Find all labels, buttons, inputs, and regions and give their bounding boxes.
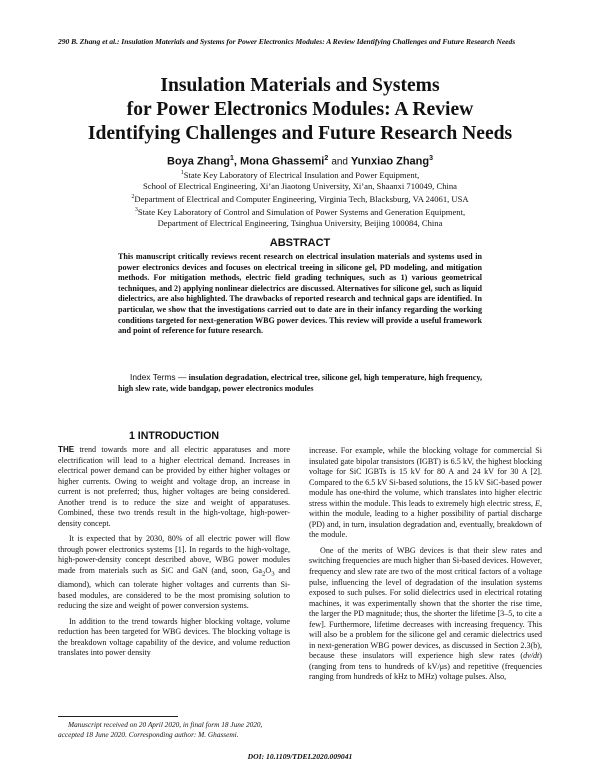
paragraph-text: increase. For example, while the blocking voltage for commercial Si insulated gate bipolar transistors (IGBT) is 6.5 kV, the highest blocking voltage for SiC IGBTs is 15 kV for 80 A and 24 kV for 30 A [2]. Compared to the 6.5 kV Si-based solutions, the 15 kV SiC-based power module has one-third the volume, which translates into higher electric stress within the module. This leads to extremely high electric stress, — [309, 446, 542, 508]
subscript: 2 — [261, 570, 266, 578]
affil-marker: 3 — [134, 207, 138, 214]
affiliations — [40, 168, 560, 230]
title-line: for Power Electronics Modules: A Review — [126, 99, 474, 120]
doi: DOI: 10.1109/TDEI.2020.009041 — [247, 752, 353, 761]
affiliation-line — [40, 205, 560, 218]
lead-word: THE — [58, 445, 75, 454]
abstract-body: This manuscript critically reviews recent research on electrical insulation materials and systems used in power electronics devices and focuses on electrical treeing in silicone gel, PD modeling, and mitigation methods. For mitigation methods, electric field grading techniques, such as 1) various geometrical techniques, and 2) applying nonlinear dielectrics are discussed. Alternatives for silicone gel, such as liquid dielectrics, are also highlighted. The drawbacks of reported research and technical gaps are identified. In particular, we show that the investigations carried out to date are in their infancy regarding the working conditions targeted for next-generation WBG power devices. This review will provide a useful framework and point of reference for future research. — [118, 252, 482, 336]
paragraph-text: It is expected that by 2030, 80% of all electric power will flow through power electronics systems [1]. In regards to the high-voltage, high-power-density concept described above, WBG power modules made from materials such as SiC and GaN (and, soon, Ga — [58, 534, 290, 576]
body-paragraph — [309, 446, 542, 541]
affiliation-line — [40, 192, 560, 205]
index-terms-label: Index Terms — — [130, 372, 187, 382]
paper-title — [40, 74, 560, 146]
affil-marker: 1 — [180, 170, 184, 176]
author-name: Boya Zhang — [167, 155, 230, 168]
body-paragraph — [309, 546, 542, 683]
author-conjunction: and — [331, 156, 348, 168]
title-line: Identifying Challenges and Future Research Needs — [87, 123, 513, 144]
author-name: Yunxiao Zhang — [350, 155, 430, 168]
paragraph-text: One of the merits of WBG devices is that their slew rates and switching frequencies are much higher than Si-based devices. However, frequency and slew rate are two of the most critical factors of a voltage pulse, influencing the level of degradation of the insulation systems exposed to such pulses. For solid dielectrics used in electrical rotating machines, it was experimentally shown that the shorter the rise time, the larger the PD magnitude; thus, the shorter the lifetime [3–5, to cite a few]. Furthermore, lifetime decreases with increasing frequency. This will also be a problem for the silicone gel and ceramic dielectrics used in next-generation WBG power devices, as discussed in Section 2.3(b), because these insulators will experience high slew rates ( — [309, 545, 542, 661]
affil-text: Department of Electrical and Computer Engineering, Virginia Tech, Blacksburg, VA 24061, USA — [134, 194, 469, 205]
footnote-rule — [58, 716, 178, 717]
affil-text: State Key Laboratory of Control and Simulation of Power Systems and Generation Equipment, — [137, 207, 466, 218]
body-paragraph: In addition to the trend towards higher blocking voltage, volume reduction has been targeted for WBG devices. The blocking voltage is the breakdown voltage capability of the device, and volume reduction translates into power density — [58, 616, 290, 658]
right-column — [309, 446, 542, 688]
paragraph-text: , within the module, leading to a higher possibility of partial discharge (PD) and, in turn, insulation degradation and, eventually, breakdown of the module. — [309, 498, 542, 540]
affiliation-line: Department of Electrical Engineering, Tsinghua University, Beijing 100084, China — [157, 218, 443, 229]
affiliation-line: School of Electrical Engineering, Xi’an Jiaotong University, Xi’an, Shaanxi 710049, China — [143, 181, 457, 192]
footnote: Manuscript received on 20 April 2020, in final form 18 June 2020, accepted 18 June 2020. Corresponding author: M. Ghassemi. — [58, 720, 263, 739]
math-expression: dv/dt — [523, 651, 540, 661]
affiliation-line — [40, 168, 560, 181]
running-header: 290 B. Zhang et al.: Insulation Materials and Systems for Power Electronics Modules: A Review Identifying Challenges and Future Research Needs — [58, 37, 516, 46]
title-line: Insulation Materials and Systems — [160, 75, 440, 96]
index-terms-list: insulation degradation, electrical tree, silicone gel, high temperature, high frequency, high slew rate, wide bandgap, power electronics modules — [118, 373, 482, 393]
section-heading: 1 INTRODUCTION — [128, 430, 220, 442]
paragraph-text: O — [265, 566, 272, 576]
body-paragraph — [58, 534, 290, 611]
author-affil-marker: 1 — [229, 155, 234, 162]
paragraph-text: ) (ranging from tens to hundreds of kV/μs) and repetitive (frequencies ranging from hundreds of kHz to MHz) voltage pulses. Also, — [309, 651, 542, 682]
body-paragraph — [58, 445, 290, 529]
left-column — [58, 445, 290, 664]
abstract-heading: ABSTRACT — [269, 237, 331, 249]
index-terms — [118, 372, 482, 394]
affil-text: State Key Laboratory of Electrical Insulation and Power Equipment, — [183, 169, 420, 180]
subscript: 3 — [271, 570, 275, 578]
paragraph-text: and diamond), which can tolerate higher voltages and currents than Si-based modules, are considered to be the most promising solution to reducing the size and weight of power conversion systems. — [58, 566, 290, 611]
author-affil-marker: 3 — [429, 155, 433, 162]
affil-marker: 2 — [131, 194, 135, 201]
paragraph-text: trend towards more and all electric apparatuses and more electrification will lead to a higher electrical demand. Increases in electrical power demand can be provided by either higher voltages or higher currents. Owing to weight and voltage drop, an increase in current is not preferred; thus, higher voltages are being considered. Another trend is to reduce the size and weight of apparatuses. Combined, these two trends result in the high-voltage, high-power-density concept. — [58, 445, 290, 528]
math-symbol: E — [535, 498, 540, 508]
author-name: Mona Ghassemi — [239, 155, 325, 168]
author-affil-marker: 2 — [324, 155, 329, 162]
author-list: Boya Zhang$^1$, Mona Ghassemi$^2$ and Yunxiao Zhang$^3$ — [167, 155, 433, 168]
